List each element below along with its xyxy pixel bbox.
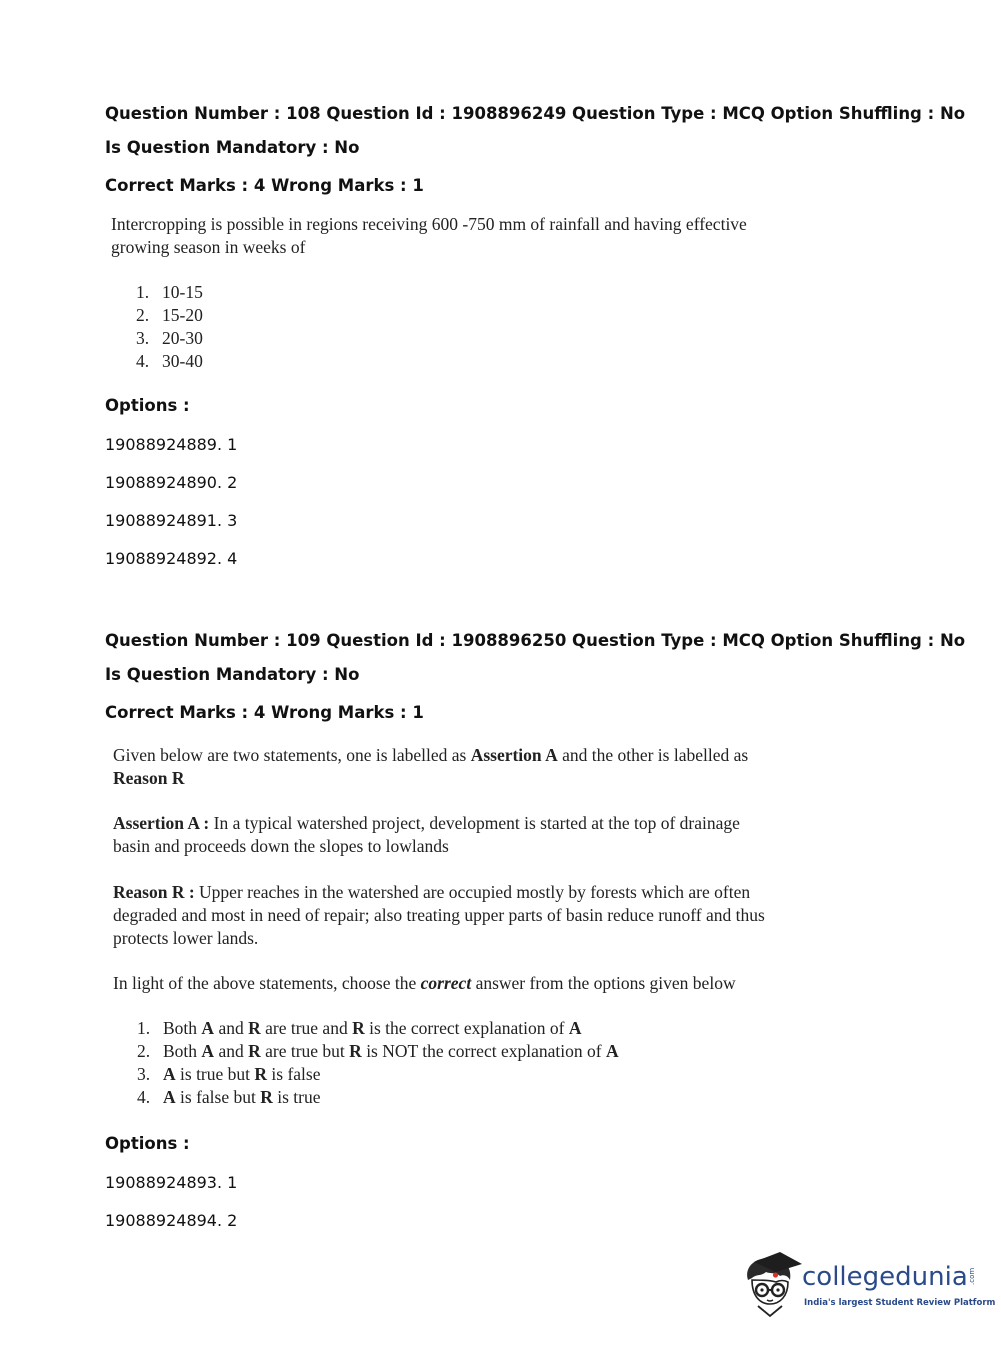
choice-text: 10-15: [162, 282, 203, 302]
reason-label: Reason R :: [113, 882, 195, 902]
q108-meta-line: Question Number : 108 Question Id : 1908896249 Question Type : MCQ Option Shuffling : No: [105, 104, 966, 123]
q109-reason: [113, 881, 773, 950]
instruction-emphasis: correct: [420, 973, 472, 993]
q109-instruction: [113, 972, 753, 995]
collegedunia-logo: [740, 1250, 996, 1320]
reason-text: degraded and most in need of repair; also treating upper parts of basin reduce runoff and thus: [113, 905, 765, 925]
q109-marks: Correct Marks : 4 Wrong Marks : 1: [105, 703, 424, 722]
q109-choice: 3. A is true but R is false: [137, 1064, 321, 1084]
q109-choice: 4. A is false but R is true: [137, 1087, 321, 1107]
q108-option: 19088924892. 4: [105, 549, 238, 568]
q109-choice-list: [137, 1018, 619, 1110]
q109-meta-line: Question Number : 109 Question Id : 1908896250 Question Type : MCQ Option Shuffling : No: [105, 631, 966, 650]
choice-number: 4.: [137, 1087, 151, 1107]
q108-marks: Correct Marks : 4 Wrong Marks : 1: [105, 176, 424, 195]
q108-choice: [136, 282, 203, 305]
q108-mandatory: Is Question Mandatory : No: [105, 138, 360, 157]
choice-number: 2.: [136, 305, 150, 325]
q108-choice-list: [136, 282, 203, 374]
q109-intro: [113, 744, 753, 790]
q108-option: 19088924889. 1: [105, 435, 238, 454]
q109-choice: 1. Both A and R are true and R is the correct explanation of A: [137, 1018, 582, 1038]
choice-number: 2.: [137, 1041, 151, 1061]
instruction-text: answer from the options given below: [471, 973, 736, 993]
assertion-text: basin and proceeds down the slopes to lowlands: [113, 836, 449, 856]
choice-number: 3.: [136, 328, 150, 348]
intro-bold: Reason R: [113, 768, 185, 788]
choice-number: 4.: [136, 351, 150, 371]
logo-tagline: India's largest Student Review Platform: [804, 1298, 996, 1308]
q108-choice: [136, 305, 203, 328]
q108-choice: [136, 351, 203, 374]
q108-option: 19088924890. 2: [105, 473, 238, 492]
q108-stem-line: growing season in weeks of: [111, 237, 306, 257]
choice-text: 30-40: [162, 351, 203, 371]
q109-option: 19088924894. 2: [105, 1211, 238, 1230]
logo-domain: .com: [967, 1267, 976, 1285]
q109-option: 19088924893. 1: [105, 1173, 238, 1192]
logo-wordmark: [802, 1262, 985, 1292]
q108-options-heading: Options :: [105, 396, 190, 415]
q108-stem: [111, 213, 747, 259]
q109-options-heading: Options :: [105, 1134, 190, 1153]
intro-bold: Assertion A: [470, 745, 558, 765]
q108-option: 19088924891. 3: [105, 511, 238, 530]
intro-text: Given below are two statements, one is labelled as: [113, 745, 471, 765]
q109-mandatory: Is Question Mandatory : No: [105, 665, 360, 684]
reason-text: Upper reaches in the watershed are occupied mostly by forests which are often: [194, 882, 751, 902]
choice-number: 1.: [136, 282, 150, 302]
q109-choice: 2. Both A and R are true but R is NOT the correct explanation of A: [137, 1041, 619, 1061]
choice-text: 20-30: [162, 328, 203, 348]
choice-text: 15-20: [162, 305, 203, 325]
choice-number: 3.: [137, 1064, 151, 1084]
q108-stem-line: Intercropping is possible in regions receiving 600 -750 mm of rainfall and having effective: [111, 214, 747, 234]
assertion-label: Assertion A :: [113, 813, 210, 833]
logo-name: collegedunia: [802, 1262, 968, 1292]
reason-text: protects lower lands.: [113, 928, 259, 948]
choice-number: 1.: [137, 1018, 151, 1038]
mascot-graduate-icon: [740, 1250, 802, 1318]
q108-choice: [136, 328, 203, 351]
assertion-text: In a typical watershed project, development is started at the top of drainage: [209, 813, 740, 833]
instruction-text: In light of the above statements, choose the: [113, 973, 421, 993]
intro-text: and the other is labelled as: [557, 745, 749, 765]
q109-assertion: [113, 812, 753, 858]
